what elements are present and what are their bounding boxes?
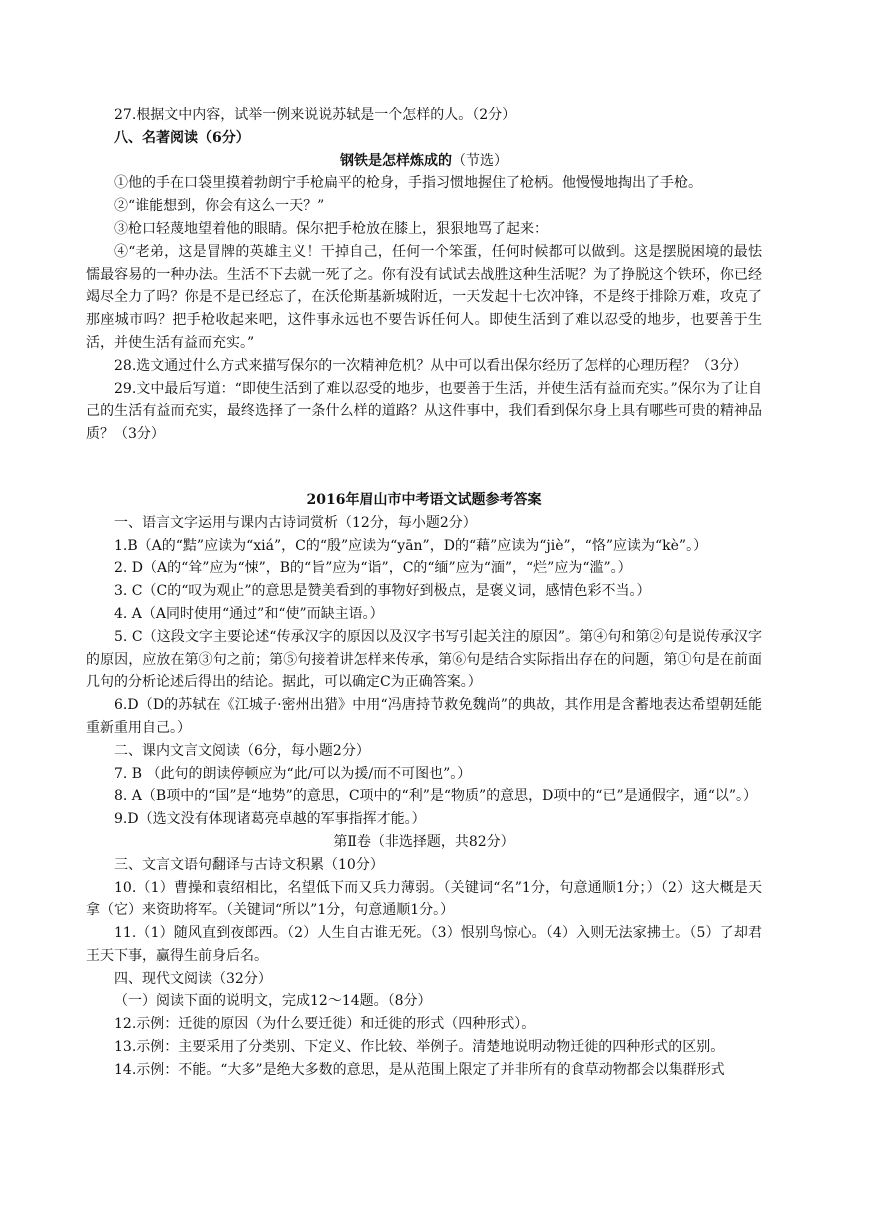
answer-line: 3. C（C的“叹为观止”的意思是赞美看到的事物好到极点，是褒义词，感情色彩不当。）	[114, 583, 651, 600]
answer-line: 11.（1）随风直到夜郎西。（2）人生自古谁无死。（3）恨别鸟惊心。（4）入则无法家拂士。（5）了却君王天下事，赢得生前身后名。	[86, 925, 762, 964]
excerpt-paragraph-1: ①他的手在口袋里摸着勃朗宁手枪扁平的枪身，手指习惯地握住了枪柄。他慢慢地掏出了手枪。	[114, 175, 702, 192]
excerpt-paragraph-3: ③枪口轻蔑地望着他的眼睛。保尔把手枪放在膝上，狠狠地骂了起来：	[114, 220, 548, 237]
volume-2-heading: 第Ⅱ卷（非选择题，共82分）	[333, 833, 515, 850]
answer-line: 2. D（A的“耸”应为“悚”，B的“旨”应为“诣”，C的“缅”应为“湎”，“烂”应为“滥”。）	[114, 560, 632, 577]
answer-line: 13.示例：主要采用了分类别、下定义、作比较、举例子。清楚地说明动物迁徙的四种形式的区别。	[114, 1039, 725, 1056]
answer-line: 5. C（这段文字主要论述“传承汉字的原因以及汉字书写引起关注的原因”。第④句和第②句是说传承汉字的原因，应放在第③句之前；第⑤句接着讲怎样来传承，第⑥句是结合实际指出存在的问题，第①句是在前面几句的分析论述后得出的结论。据此，可以确定C为正确答案。）	[86, 628, 762, 691]
section-gap	[86, 446, 762, 489]
answer-line: 8. A（B项中的“国”是“地势”的意思，C项中的“利”是“物质”的意思，D项中的“已”是通假字，通“以”。）	[114, 788, 758, 805]
excerpt-note: （节选）	[452, 152, 508, 169]
document-content	[86, 104, 762, 1082]
question-28: 28.选文通过什么方式来描写保尔的一次精神危机？从中可以看出保尔经历了怎样的心理历程？（3分）	[114, 357, 748, 374]
answer-line: （一）阅读下面的说明文，完成12～14题。（8分）	[114, 993, 432, 1010]
answer-line: 一、语言文字运用与课内古诗词赏析（12分，每小题2分）	[114, 514, 477, 531]
question-29: 29.文中最后写道：“即使生活到了难以忍受的地步，也要善于生活，并使生活有益而充实。”保尔为了让自己的生活有益而充实，最终选择了一条什么样的道路？从这件事中，我们看到保尔身上具有哪些可贵的精神品质？（3分）	[86, 380, 762, 443]
excerpt-paragraph-4: ④“老弟，这是冒牌的英雄主义！干掉自己，任何一个笨蛋，任何时候都可以做到。这是摆脱困境的最怯懦最容易的一种办法。生活不下去就一死了之。你有没有试试去战胜这种生活呢？为了挣脱这个铁环，你已经竭尽全力了吗？你是不是已经忘了，在沃伦斯基新城附近，一天发起十七次冲锋，不是终于排除万难，攻克了那座城市吗？把手枪收起来吧，这件事永远也不要告诉任何人。即使生活到了难以忍受的地步，也要善于生活，并使生活有益而充实。”	[86, 243, 762, 351]
answer-line: 7. B （此句的朗读停顿应为“此/可以为援/而不可图也”。）	[114, 765, 472, 782]
answer-line: 14.示例：不能。“大多”是绝大多数的意思，是从范围上限定了并非所有的食草动物都会以集群形式	[114, 1061, 725, 1078]
excerpt-title-line	[86, 150, 762, 173]
answer-line: 10.（1）曹操和袁绍相比，名望低下而又兵力薄弱。（关键词“名”1分，句意通顺1分；）（2）这大概是天拿（它）来资助将军。（关键词“所以”1分，句意通顺1分。）	[86, 879, 762, 919]
answers-title: 2016年眉山市中考语文试题参考答案	[306, 491, 542, 508]
answer-line: 三、文言文语句翻译与古诗文积累（10分）	[114, 856, 384, 873]
answer-line: 1.B（A的“黠”应读为“xiá”，C的“殷”应读为“yān”，D的“藉”应读为“jiè”，“恪”应读为“kè”。）	[114, 537, 708, 554]
section-heading-8: 八、名著阅读（6分）	[114, 129, 250, 146]
answer-line: 4. A（A同时使用“通过”和“使”而缺主语。）	[114, 605, 384, 622]
answer-line: 9.D（选文没有体现诸葛亮卓越的军事指挥才能。）	[114, 811, 426, 828]
excerpt-paragraph-2: ②“谁能想到，你会有这么一天？”	[114, 198, 325, 215]
answer-line: 四、现代文阅读（32分）	[114, 970, 272, 987]
answer-line: 6.D（D的苏轼在《江城子·密州出猎》中用“冯唐持节救免魏尚”的典故，其作用是含蓄地表达希望朝廷能重新重用自己。）	[86, 697, 762, 736]
question-27: 27.根据文中内容，试举一例来说说苏轼是一个怎样的人。（2分）	[114, 107, 517, 123]
excerpt-title: 钢铁是怎样炼成的	[340, 152, 452, 169]
answer-line: 12.示例：迁徙的原因（为什么要迁徙）和迁徙的形式（四种形式）。	[114, 1016, 536, 1033]
answer-line: 二、课内文言文阅读（6分，每小题2分）	[114, 742, 370, 759]
